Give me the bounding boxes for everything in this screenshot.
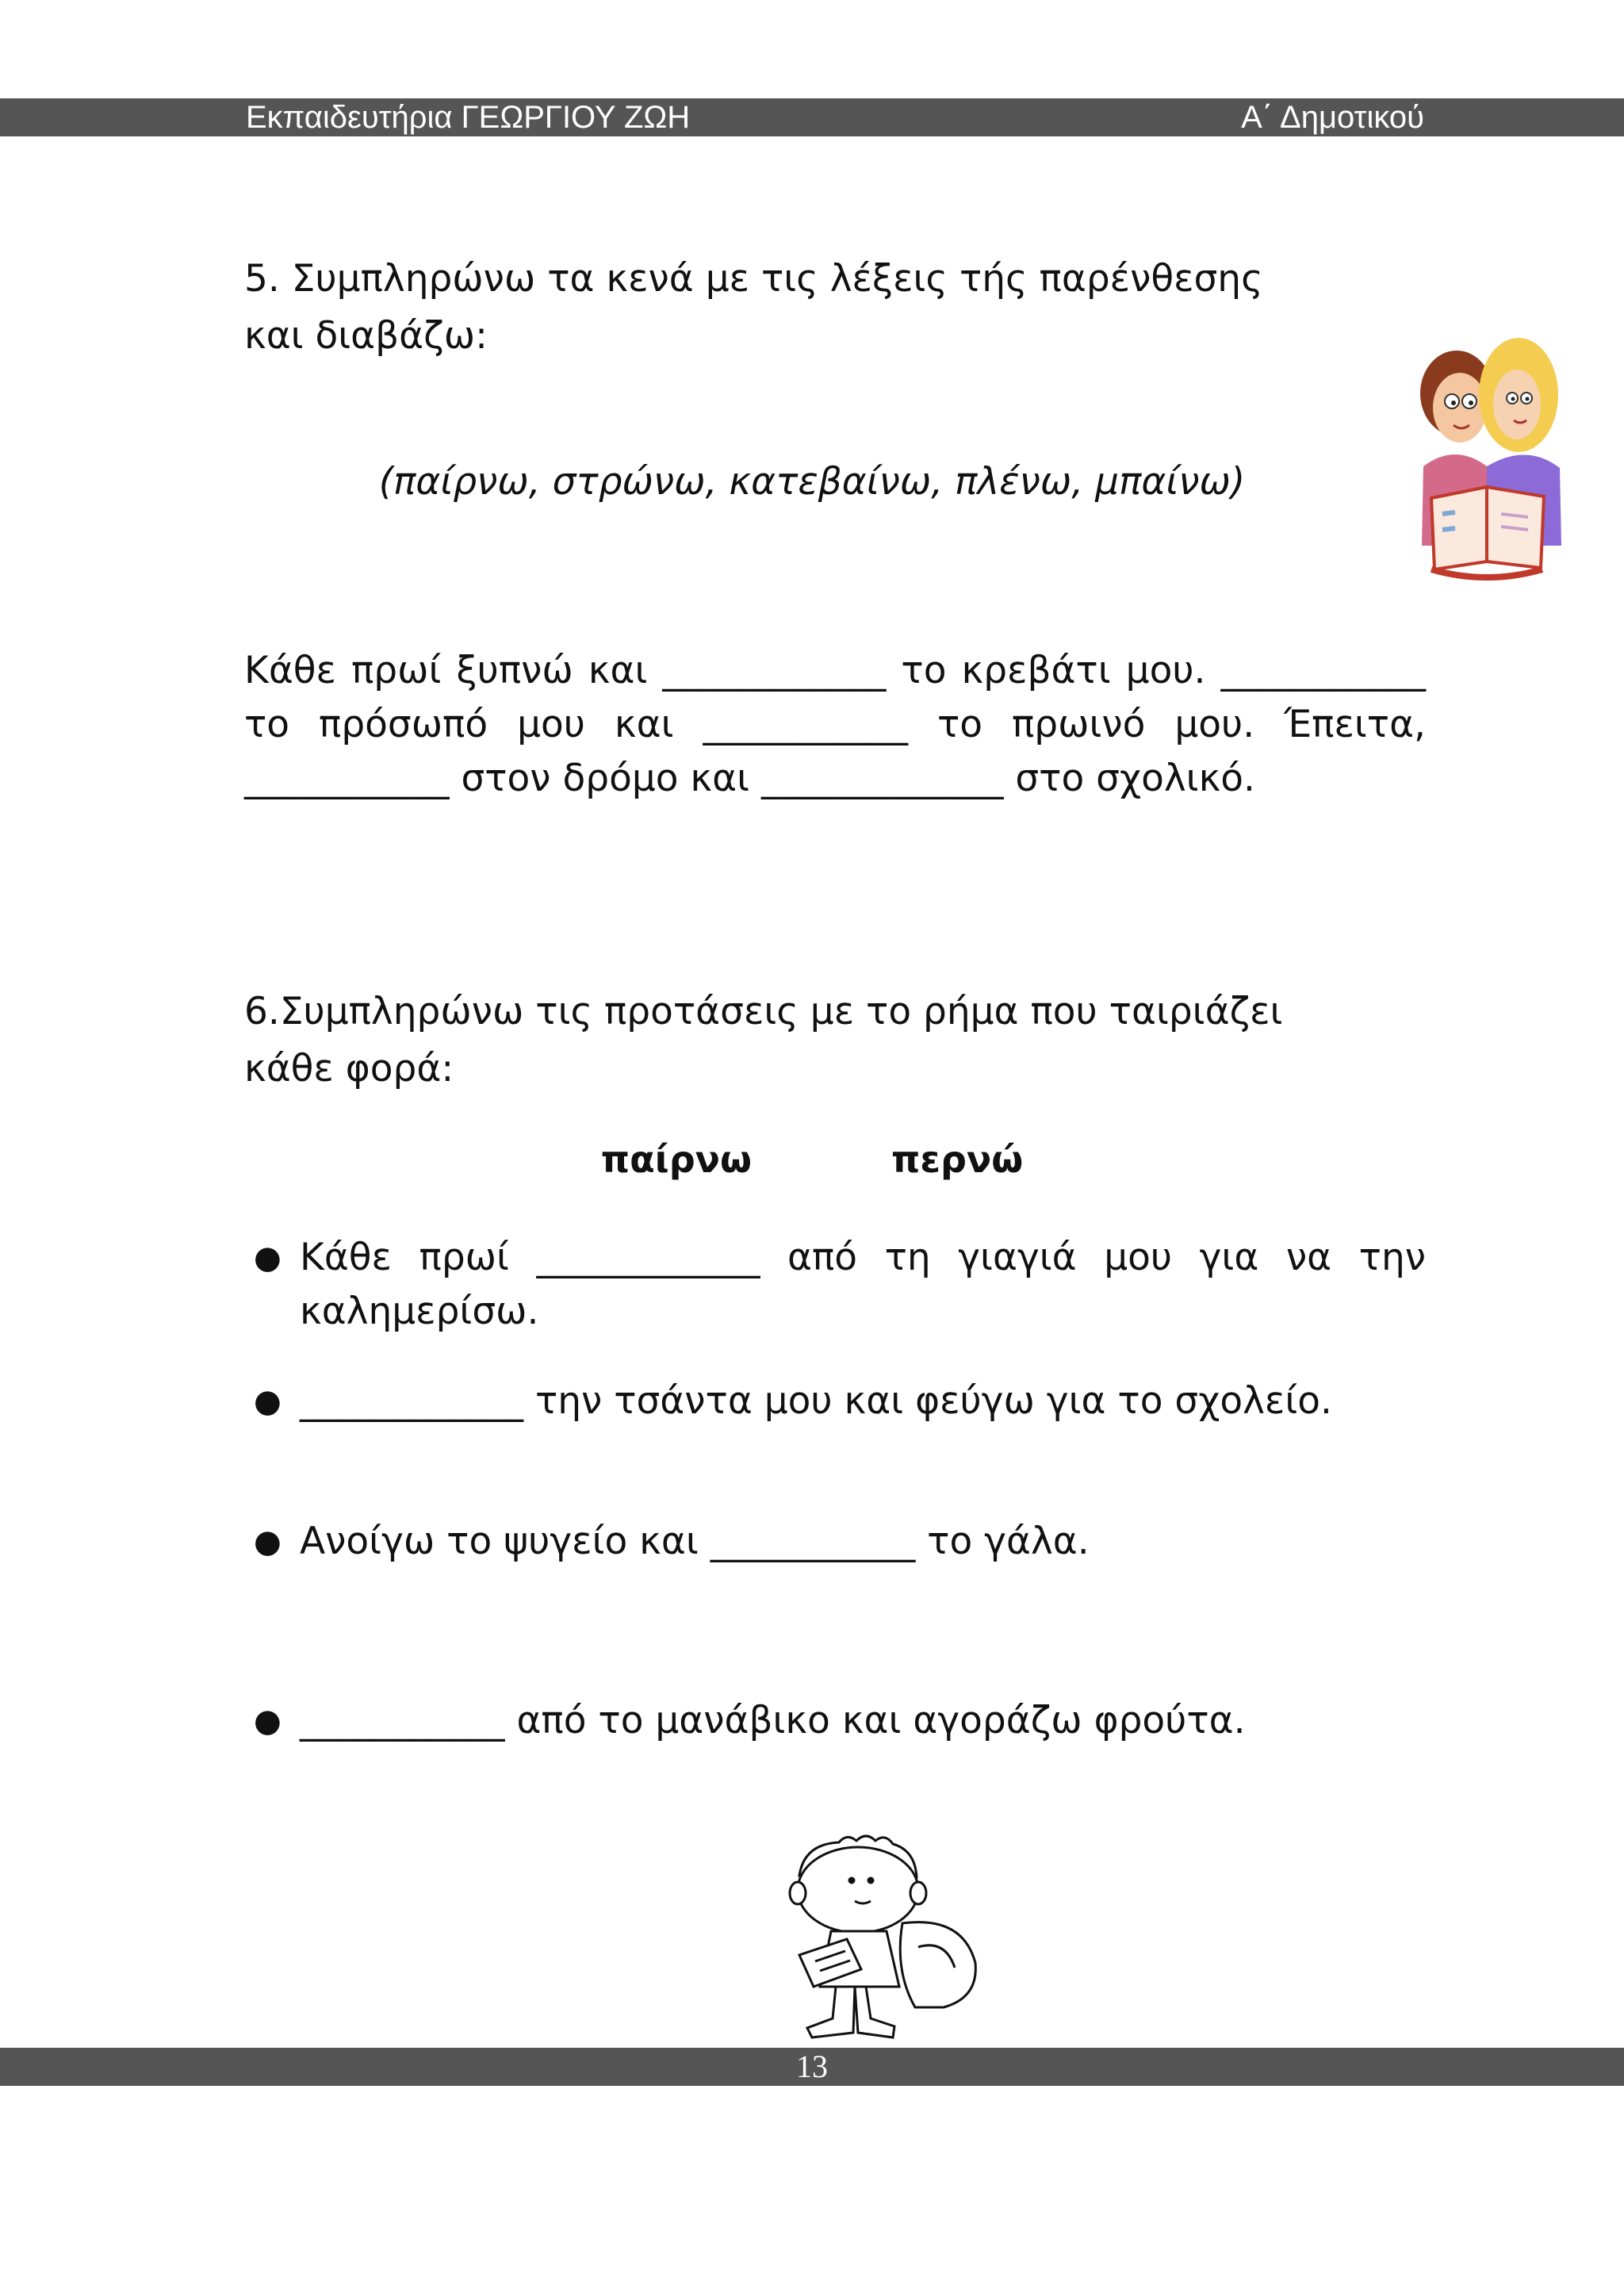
exercise5-word-list: (παίρνω, στρώνω, κατεβαίνω, πλένω, μπαίνω) — [378, 460, 1246, 504]
sentence-text: Κάθε πρωί ____________ από τη γιαγιά μου για να την καλημερίσω. — [300, 1236, 1426, 1333]
exercise6-title-line1: 6.Συμπληρώνω τις προτάσεις με το ρήμα που ταιριάζει — [244, 990, 1283, 1033]
sentence-item-4 — [254, 1694, 1426, 1748]
bullet-icon: ● — [254, 1240, 282, 1276]
exercise5-title — [244, 251, 1426, 365]
verb-choice-1: παίρνω — [600, 1138, 752, 1181]
sentence-item-2 — [254, 1374, 1426, 1428]
header-bar — [0, 98, 1624, 136]
footer-bar — [0, 2048, 1624, 2086]
school-name: Εκπαιδευτήρια ΓΕΩΡΓΙΟΥ ΖΩΗ — [246, 100, 691, 135]
exercise6-title — [244, 983, 1426, 1098]
children-reading-illustration — [1408, 332, 1566, 585]
boy-with-backpack-illustration — [776, 1828, 998, 2046]
bullet-icon: ● — [254, 1703, 282, 1739]
sentence-text: Ανοίγω το ψυγείο και ___________ το γάλα. — [300, 1520, 1090, 1563]
exercise5-paragraph: Κάθε πρωί ξυπνώ και ____________ το κρεβάτι μου. ___________ το πρόσωπό μου και ___________ το πρωινό μου. Έπειτα, ___________ στον δρόμο και _____________ στο σχολικό. — [244, 649, 1426, 800]
sentence-item-3 — [254, 1515, 1426, 1569]
exercise5-title-line1: 5. Συμπληρώνω τα κενά με τις λέξεις τής παρένθεσης — [244, 257, 1263, 301]
sentence-text: ___________ από το μανάβικο και αγοράζω φρούτα. — [300, 1699, 1246, 1742]
page-number: 13 — [796, 2049, 828, 2084]
sentence-text: ____________ την τσάντα μου και φεύγω για το σχολείο. — [300, 1379, 1332, 1423]
sentence-item-1 — [254, 1231, 1426, 1339]
bullet-icon: ● — [254, 1383, 282, 1420]
verb-choices — [0, 1138, 1624, 1181]
bullet-icon: ● — [254, 1524, 282, 1560]
grade-label: Α΄ Δημοτικού — [1241, 100, 1424, 135]
exercise5-text-block — [244, 644, 1426, 806]
exercise6-title-line2: κάθε φορά: — [244, 1047, 454, 1091]
verb-choice-2: περνώ — [891, 1138, 1024, 1181]
exercise5-title-line2: και διαβάζω: — [244, 314, 488, 358]
